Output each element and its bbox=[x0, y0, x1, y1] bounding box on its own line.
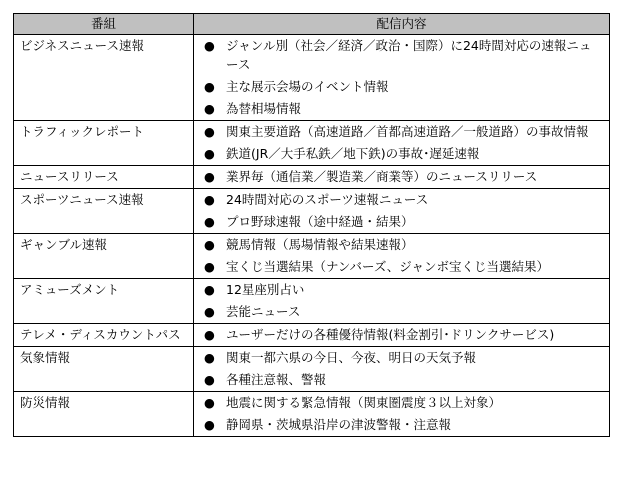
list-item bbox=[204, 99, 603, 118]
program-name: ギャンブル速報 bbox=[14, 234, 194, 279]
table-row bbox=[14, 121, 610, 166]
header-row bbox=[14, 14, 610, 35]
list-item bbox=[204, 393, 603, 412]
bullet-icon: ● bbox=[204, 282, 215, 297]
list-item-text: 12星座別占い bbox=[226, 282, 305, 297]
list-item-text: 業界毎（通信業／製造業／商業等）のニュースリリース bbox=[226, 169, 538, 184]
content-cell bbox=[194, 324, 610, 347]
content-list bbox=[204, 348, 603, 389]
bullet-icon: ● bbox=[204, 372, 215, 387]
list-item-text: 各種注意報、警報 bbox=[226, 372, 327, 387]
header-content: 配信内容 bbox=[194, 14, 610, 35]
content-cell bbox=[194, 279, 610, 324]
list-item-text: 24時間対応のスポーツ速報ニュース bbox=[226, 192, 429, 207]
list-item bbox=[204, 77, 603, 96]
list-item-text: 為替相場情報 bbox=[226, 101, 302, 116]
bullet-icon: ● bbox=[204, 38, 215, 53]
content-list bbox=[204, 122, 603, 163]
list-item bbox=[204, 348, 603, 367]
list-item bbox=[204, 325, 603, 344]
content-list bbox=[204, 167, 603, 186]
bullet-icon: ● bbox=[204, 304, 215, 319]
content-list bbox=[204, 325, 603, 344]
bullet-icon: ● bbox=[204, 169, 215, 184]
bullet-icon: ● bbox=[204, 395, 215, 410]
table-row bbox=[14, 347, 610, 392]
list-item-text: ユーザーだけの各種優待情報(料金割引･ドリンクサービス) bbox=[226, 327, 555, 342]
content-list bbox=[204, 190, 603, 231]
bullet-icon: ● bbox=[204, 101, 215, 116]
bullet-icon: ● bbox=[204, 124, 215, 139]
header-program: 番組 bbox=[14, 14, 194, 35]
list-item bbox=[204, 257, 603, 276]
list-item-text: 競馬情報（馬場情報や結果速報） bbox=[226, 237, 414, 252]
list-item bbox=[204, 212, 603, 231]
bullet-icon: ● bbox=[204, 237, 215, 252]
table-row bbox=[14, 279, 610, 324]
bullet-icon: ● bbox=[204, 214, 215, 229]
list-item-text: 主な展示会場のイベント情報 bbox=[226, 79, 389, 94]
list-item-text: 宝くじ当選結果（ナンバーズ、ジャンボ宝くじ当選結果） bbox=[226, 259, 550, 274]
content-list bbox=[204, 235, 603, 276]
list-item-text: 芸能ニュース bbox=[226, 304, 301, 319]
table-row bbox=[14, 234, 610, 279]
program-name: アミューズメント bbox=[14, 279, 194, 324]
content-list bbox=[204, 36, 603, 118]
list-item bbox=[204, 235, 603, 254]
content-cell bbox=[194, 234, 610, 279]
content-cell bbox=[194, 189, 610, 234]
table-row bbox=[14, 189, 610, 234]
table-row bbox=[14, 324, 610, 347]
bullet-icon: ● bbox=[204, 259, 215, 274]
list-item-text: 静岡県・茨城県沿岸の津波警報・注意報 bbox=[226, 417, 452, 432]
list-item bbox=[204, 122, 603, 141]
list-item bbox=[204, 36, 603, 74]
table-row bbox=[14, 166, 610, 189]
content-cell bbox=[194, 166, 610, 189]
program-name: ビジネスニュース速報 bbox=[14, 35, 194, 121]
content-cell bbox=[194, 35, 610, 121]
bullet-icon: ● bbox=[204, 350, 215, 365]
content-cell bbox=[194, 121, 610, 166]
list-item-text: 地震に関する緊急情報（関東圏震度３以上対象） bbox=[226, 395, 502, 410]
list-item bbox=[204, 370, 603, 389]
list-item bbox=[204, 190, 603, 209]
bullet-icon: ● bbox=[204, 327, 215, 342]
list-item-text: 関東主要道路（高速道路／首都高速道路／一般道路）の事故情報 bbox=[226, 124, 589, 139]
list-item bbox=[204, 280, 603, 299]
table-row bbox=[14, 392, 610, 437]
program-name: テレメ・ディスカウントパス bbox=[14, 324, 194, 347]
content-cell bbox=[194, 392, 610, 437]
table-row bbox=[14, 35, 610, 121]
list-item bbox=[204, 302, 603, 321]
program-name: 気象情報 bbox=[14, 347, 194, 392]
list-item-text: ジャンル別（社会／経済／政治・国際）に24時間対応の速報ニュース bbox=[226, 38, 592, 72]
list-item bbox=[204, 167, 603, 186]
list-item-text: 鉄道(JR／大手私鉄／地下鉄)の事故･遅延速報 bbox=[226, 146, 480, 161]
list-item bbox=[204, 415, 603, 434]
bullet-icon: ● bbox=[204, 146, 215, 161]
content-cell bbox=[194, 347, 610, 392]
list-item bbox=[204, 144, 603, 163]
bullet-icon: ● bbox=[204, 192, 215, 207]
bullet-icon: ● bbox=[204, 417, 215, 432]
program-name: スポーツニュース速報 bbox=[14, 189, 194, 234]
list-item-text: 関東一都六県の今日、今夜、明日の天気予報 bbox=[226, 350, 477, 365]
program-name: 防災情報 bbox=[14, 392, 194, 437]
service-content-table bbox=[13, 13, 610, 437]
list-item-text: プロ野球速報（途中経過・結果） bbox=[226, 214, 414, 229]
content-list bbox=[204, 280, 603, 321]
program-name: ニュースリリース bbox=[14, 166, 194, 189]
content-list bbox=[204, 393, 603, 434]
bullet-icon: ● bbox=[204, 79, 215, 94]
program-name: トラフィックレポート bbox=[14, 121, 194, 166]
